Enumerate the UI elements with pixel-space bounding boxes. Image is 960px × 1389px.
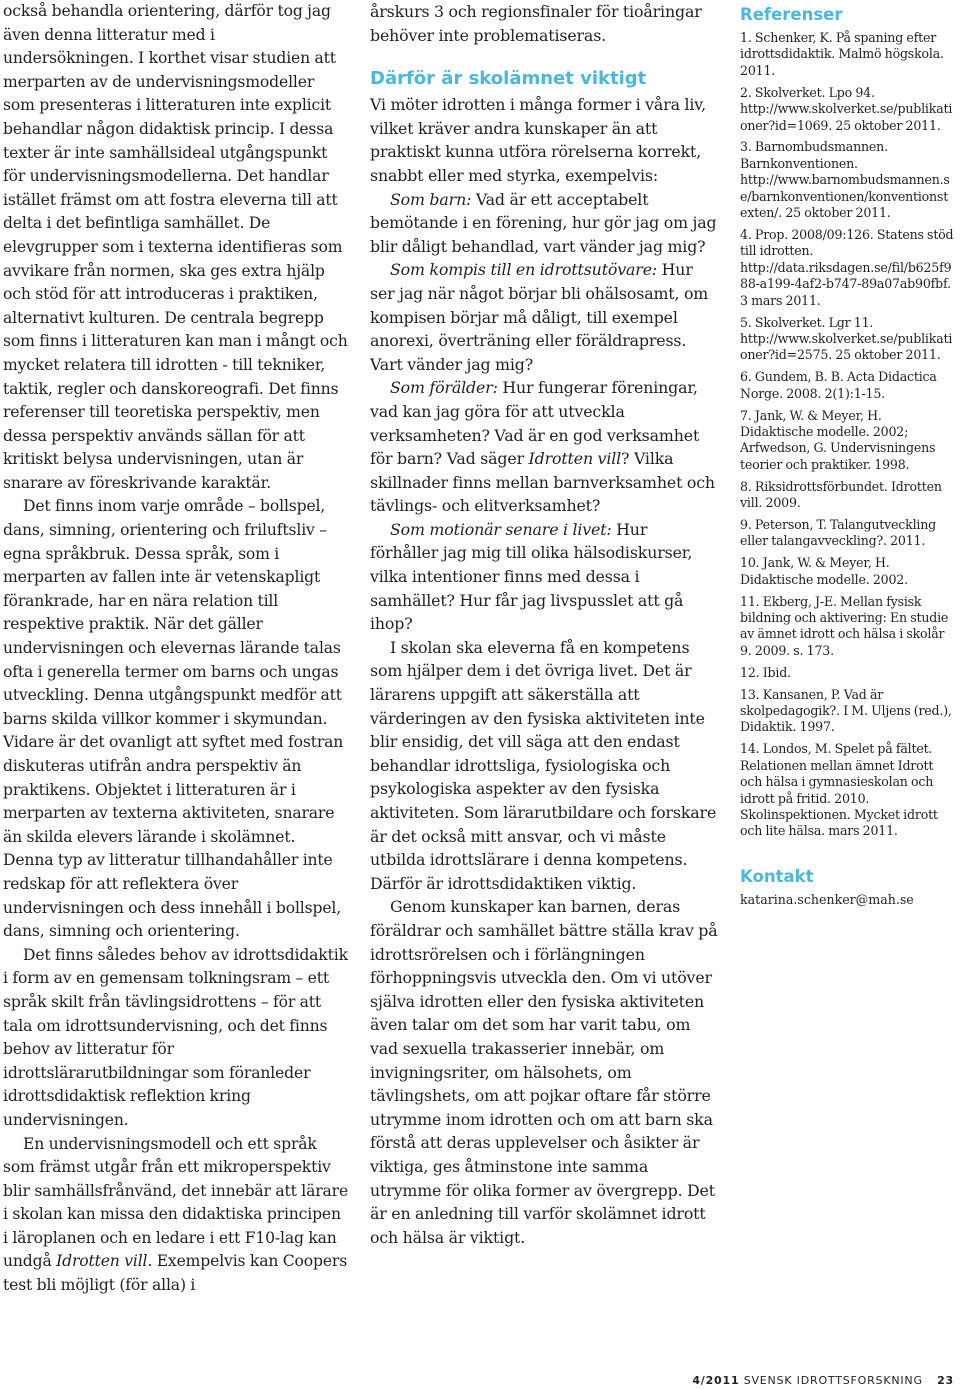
reference-item: 12. Ibid. — [740, 664, 791, 680]
example-lead: Som förälder: — [390, 378, 498, 398]
body-paragraph: Det finns inom varje område – bollspel, dans, simning, orientering och friluftsliv – egna språkbruk. Dessa språk, som i merparten av fallen inte är vetenskapligt förankrade, har en nära relation till respektive praktik. När det gäller undervisningen och elevernas lärande talas ofta i generella termer om barns och ungas utveckling. Denna utgångspunkt medför att barns skilda villkor kommer i skymundan. Vidare är det ovanligt att syftet med fostran diskuteras utifrån andra perspektiv än praktikens. Objektet i litteraturen är i merparten av texterna aktiviteten, snarare än skilda elevers lärande i skolämnet. Denna typ av litteratur tillhandahåller inte redskap för att reflektera över undervisningen och dess innehåll i bollspel, dans, simning och orientering. — [3, 497, 344, 941]
example-lead: Som barn: — [390, 189, 472, 209]
section-heading: Därför är skolämnet viktigt — [370, 68, 647, 90]
reference-item: 11. Ekberg, J-E. Mellan fysisk bildning och aktivering: En studie av ämnet idrott och hälsa i skolår 9. 2009. s. 173. — [740, 593, 949, 658]
left-column — [3, 0, 349, 1298]
middle-column — [370, 0, 718, 1249]
reference-item: 7. Jank, W. & Meyer, H. Didaktische modelle. 2002; Arfwedson, G. Undervisningens teorier och praktiker. 1998. — [740, 407, 936, 472]
reference-item: 8. Riksidrottsförbundet. Idrotten vill. 2009. — [740, 478, 942, 511]
body-paragraph: också behandla orientering, därför tog jag även denna litteratur med i undersökningen. I korthet visar studien att merparten av de undervisningsmodeller som presenteras i litteraturen inte explicit behandlar någon didaktisk princip. I dessa texter är inte samhällsideal utgångspunkt för undervisningsmodellerna. Det handlar istället främst om att fostra eleverna till att delta i det befintliga samhället. De elevgrupper som i texterna identifieras som avvikare från normen, ska ges extra hjälp och stöd för att introduceras i praktiken, alternativt kulturen. De centrala begrepp som finns i litteraturen kan man i mångt och mycket relatera till idrotten - till tekniker, taktik, regler och danskoreografi. Det finns referenser till teoretiska perspektiv, men dessa perspektiv används sällan för att kritiskt belysa undervisningen, utan är snarare av föreskrivande karaktär. — [3, 2, 348, 492]
paragraph-text: Hur ser jag när något börjar bli ohälsosamt, om kompisen börjar må dåligt, till exempel anorexi, överträning eller föräldrapress. Vart vänder jag mig? — [370, 260, 709, 374]
contact-heading: Kontakt — [740, 866, 814, 886]
reference-item: 13. Kansanen, P. Vad är skolpedagogik?. I M. Uljens (red.), Didaktik. 1997. — [740, 686, 952, 735]
contact-email: katarina.schenker@mah.se — [740, 891, 914, 907]
paragraph-text: Vad är ett acceptabelt bemötande i en förening, hur gör jag om jag blir dåligt behandlad, vart vänder jag mig? — [370, 189, 717, 256]
paragraph-text: . Exempelvis kan Coopers test bli möjligt (för alla) i — [3, 1252, 348, 1295]
reference-item: 4. Prop. 2008/09:126. Statens stöd till idrotten. http://data.riksdagen.se/fil/b625f988-a199-4af2-b747-89a07ab90fbf. 3 mars 2011. — [740, 226, 954, 308]
example-lead: Som motionär senare i livet: — [390, 519, 612, 539]
reference-item: 9. Peterson, T. Talangutveckling eller talangavveckling?. 2011. — [740, 516, 937, 549]
example-paragraph — [370, 188, 718, 259]
reference-item: 3. Barnombudsmannen. Barnkonventionen. http://www.barnombudsmannen.se/barnkonventionen/konventionstexten/. 25 oktober 2011. — [740, 139, 950, 221]
journal-name: SVENSK IDROTTSFORSKNING — [743, 1374, 923, 1387]
body-paragraph: I skolan ska eleverna få en kompetens som hjälper dem i det övriga livet. Det är lärarens uppgift att säkerställa att värderingen av den fysiska aktiviteten inte blir ensidig, det vill säga att den endast behandlar idrottsliga, fysiologiska och psykologiska aspekter av den fysiska aktiviteten. Som lärarutbildare och forskare är det också mitt ansvar, och vi måste utbilda idrottslärare i denna kompetens. Därför är idrottsdidaktiken viktig. — [370, 637, 717, 893]
example-lead: Som kompis till en idrottsutövare: — [390, 260, 658, 280]
italic-title: Idrotten vill — [56, 1252, 148, 1271]
reference-item: 10. Jank, W. & Meyer, H. Didaktische modelle. 2002. — [740, 555, 908, 587]
right-column — [740, 0, 954, 908]
paragraph-text: Hur fungerar föreningar, vad kan jag göra för att utveckla verksamheten? Vad är en god verksamhet för barn? Vad säger — [370, 378, 700, 469]
paragraph-text: ? Vilka skillnader finns mellan barnverksamhet och tävlings- och elitverksamhet? — [370, 449, 715, 516]
page-number: 23 — [937, 1374, 954, 1387]
references-heading: Referenser — [740, 5, 843, 24]
reference-item: 6. Gundem, B. B. Acta Didactica Norge. 2008. 2(1):1-15. — [740, 369, 937, 401]
reference-list — [740, 30, 954, 840]
reference-item: 1. Schenker, K. På spaning efter idrottsdidaktik. Malmö högskola. 2011. — [740, 30, 944, 78]
reference-item: 5. Skolverket. Lgr 11. http://www.skolverket.se/publikationer?id=2575. 25 oktober 2011. — [740, 314, 953, 363]
body-paragraph: Det finns således behov av idrottsdidaktik i form av en gemensam tolkningsram – ett språk skilt från tävlingsidrottens – för att tala om idrottsundervisning, och det finns behov av litteratur för idrottslärarutbildningar som föranleder idrottsdidaktisk reflektion kring undervisningen. — [3, 945, 348, 1129]
issue-number: 4/2011 — [692, 1374, 740, 1387]
italic-title: Idrotten vill — [528, 449, 622, 469]
body-paragraph: Genom kunskaper kan barnen, deras föräldrar och samhället bättre ställa krav på idrottsrörelsen och i förlängningen förhoppningsvis utveckla den. Om vi utöver själva idrotten eller den fysiska aktiviteten även talar om det som har varit tabu, om vad sexuella trakasserier innebär, om invigningsriter, om hälsohets, om tävlingshets, om att pojkar oftare får större utrymme inom idrotten och om att barn ska förstå att deras upplevelser och åsikter är viktiga, ges åtminstone inte samma utrymme för olika former av övergrepp. Det är en anledning till varför skolämnet idrott och hälsa är viktigt. — [370, 897, 718, 1247]
example-paragraph — [370, 258, 718, 376]
paragraph-text: En undervisningsmodell och ett språk som främst utgår från ett mikroperspektiv blir samhällsfrånvänd, det innebär att lärare i skolan kan missa den didaktiska principen i läroplanen och en ledare i ett F10-lag kan undgå — [3, 1134, 349, 1271]
body-paragraph: Vi möter idrotten i många former i våra liv, vilket kräver andra kunskaper än att praktiskt kunna utföra rörelserna korrekt, snabbt eller med styrka, exempelvis: — [370, 95, 707, 185]
example-paragraph — [370, 518, 718, 636]
reference-item: 14. Londos, M. Spelet på fältet. Relationen mellan ämnet Idrott och hälsa i gymnasieskolan och idrott på fritid. 2010. Skolinspektionen. Mycket idrott och lite hälsa. mars 2011. — [740, 741, 938, 839]
paragraph-text: Hur förhåller jag mig till olika hälsodiskurser, vilka intentioner finns med dessa i samhället? Hur får jag livspusslet att gå ihop? — [370, 519, 693, 634]
body-paragraph — [3, 1133, 349, 1298]
example-paragraph — [370, 376, 718, 518]
reference-item: 2. Skolverket. Lpo 94. http://www.skolverket.se/publikationer?id=1069. 25 oktober 2011. — [740, 84, 953, 133]
page-footer — [692, 1374, 954, 1387]
body-paragraph: årskurs 3 och regionsfinaler för tioåringar behöver inte problematiseras. — [370, 2, 702, 45]
